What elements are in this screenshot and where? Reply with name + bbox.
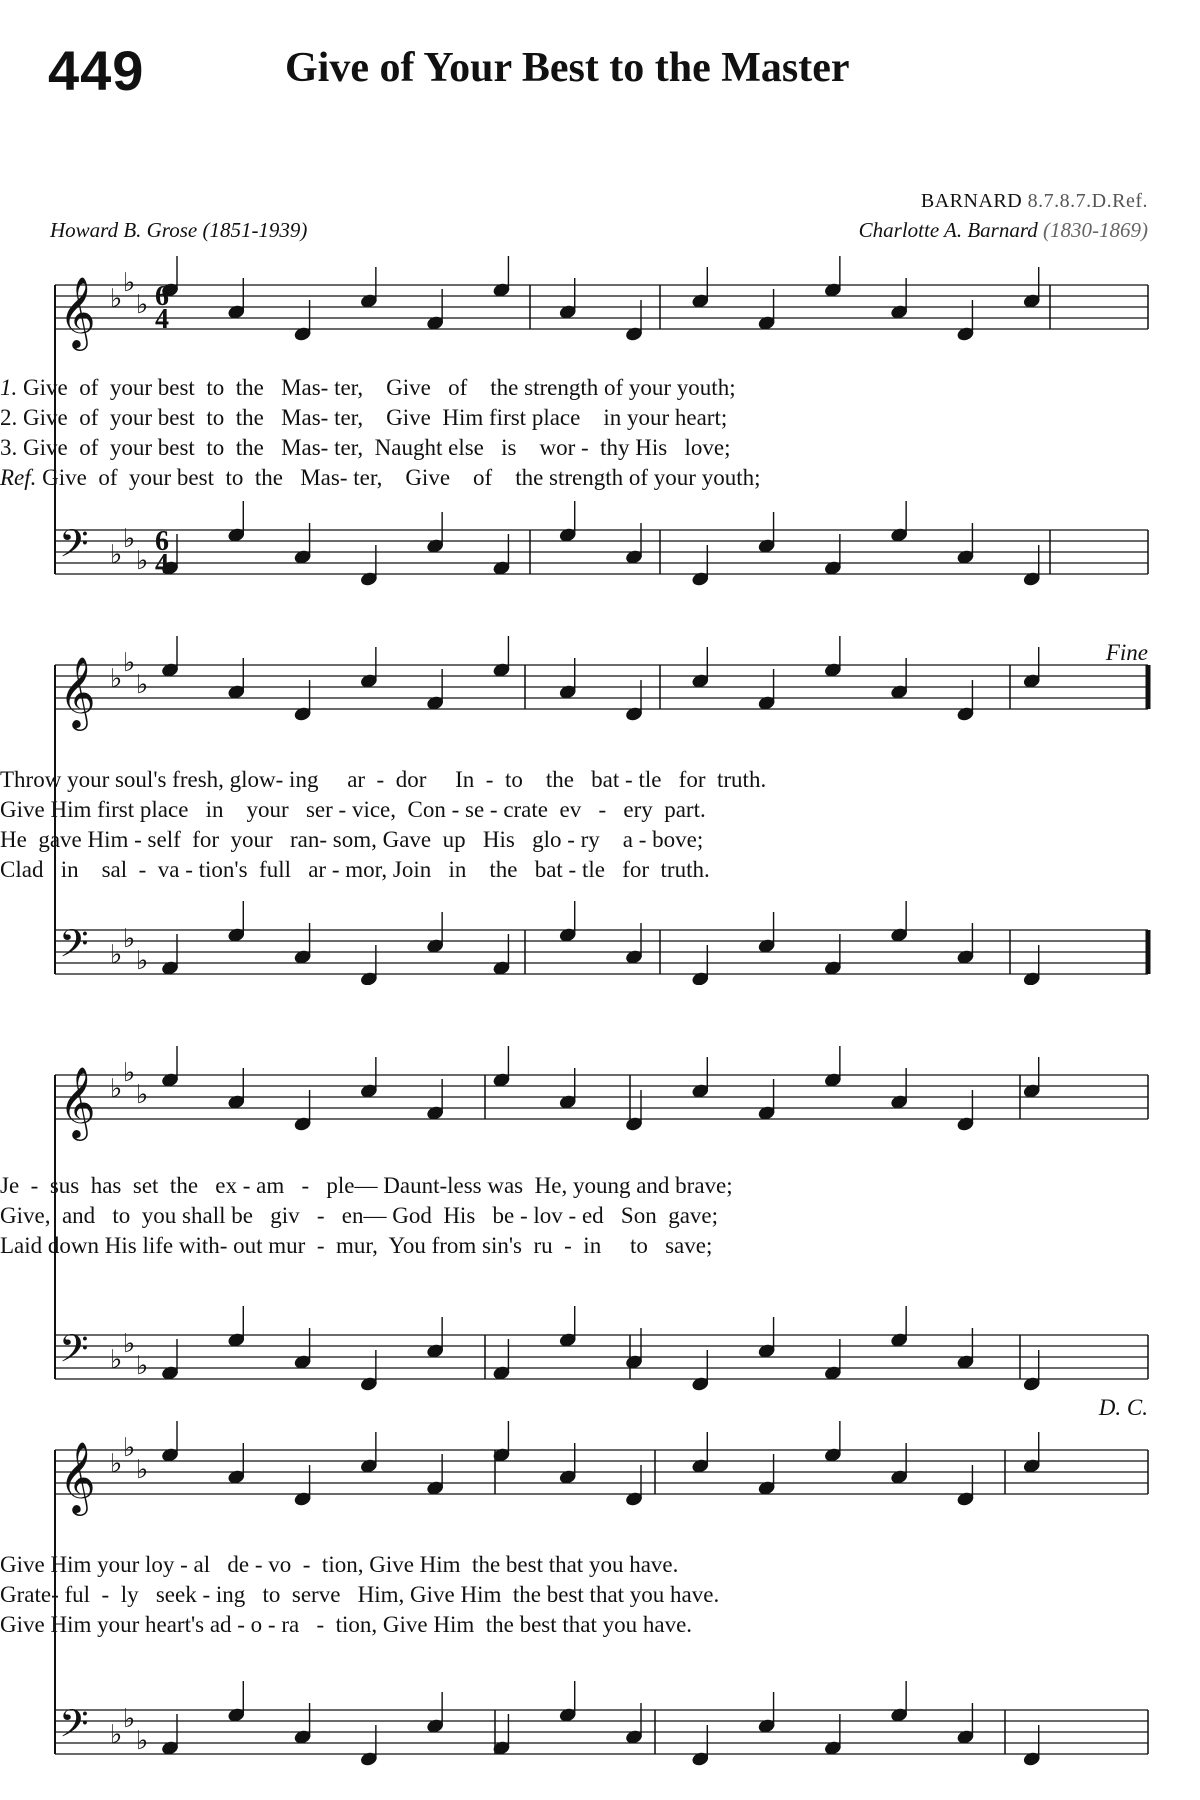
lyric-text: Give, and to you shall be giv - en— God His be - lov - ed Son gave; bbox=[0, 1203, 718, 1228]
lyric-line bbox=[0, 797, 1200, 827]
lyric-line bbox=[0, 857, 1200, 887]
lyric-line bbox=[0, 767, 1200, 797]
flat-icon: ♭ bbox=[123, 924, 136, 954]
tune-name: BARNARD bbox=[920, 190, 1023, 212]
lyric-line bbox=[0, 827, 1200, 857]
lyric-line bbox=[0, 1203, 1200, 1233]
stanza-label: Ref. bbox=[0, 465, 37, 490]
flat-icon: ♭ bbox=[110, 540, 123, 570]
flat-icon: ♭ bbox=[123, 524, 136, 554]
bass-clef-icon: 𝄢 bbox=[59, 921, 89, 975]
lyric-line bbox=[0, 1612, 1200, 1642]
tune-info bbox=[921, 190, 1148, 213]
composer-dates: (1830-1869) bbox=[1043, 218, 1148, 242]
tune-meter: 8.7.8.7.D.Ref. bbox=[1027, 190, 1148, 212]
lyric-text: Give of your best to the Mas- ter, Naught else is wor - thy His love; bbox=[23, 435, 731, 460]
lyric-line bbox=[0, 435, 1200, 465]
stanza-label: 1. bbox=[0, 375, 18, 400]
flat-icon: ♭ bbox=[136, 1726, 149, 1756]
time-signature-bottom: 4 bbox=[155, 304, 169, 335]
lyric-text: He gave Him - self for your ran- som, Gave up His glo - ry a - bove; bbox=[0, 827, 704, 852]
treble-clef-icon: 𝄞 bbox=[59, 1065, 96, 1138]
lyric-line bbox=[0, 1173, 1200, 1203]
flat-icon: ♭ bbox=[123, 1433, 136, 1463]
time-signature-bottom: 4 bbox=[155, 549, 169, 580]
composer bbox=[859, 218, 1148, 243]
flat-icon: ♭ bbox=[136, 670, 149, 700]
lyric-text: Je - sus has set the ex - am - ple— Daunt-less was He, young and brave; bbox=[0, 1173, 733, 1198]
lyric-text: Grate- ful - ly seek - ing to serve Him, Give Him the best that you have. bbox=[0, 1582, 720, 1607]
flat-icon: ♭ bbox=[123, 1329, 136, 1359]
time-signature-top: 6 bbox=[155, 526, 169, 557]
treble-clef-icon: 𝄞 bbox=[59, 655, 96, 728]
lyric-text: Laid down His life with- out mur - mur, You from sin's ru - in to save; bbox=[0, 1233, 713, 1258]
time-signature-top: 6 bbox=[155, 281, 169, 312]
text-author: Howard B. Grose (1851-1939) bbox=[50, 218, 308, 242]
lyric-line bbox=[0, 375, 1200, 405]
lyric-text: Clad in sal - va - tion's full ar - mor, Join in the bat - tle for truth. bbox=[0, 857, 710, 882]
lyric-line bbox=[0, 1233, 1200, 1263]
flat-icon: ♭ bbox=[136, 1455, 149, 1485]
hymn-number: 449 bbox=[48, 39, 145, 102]
dc-marker: D. C. bbox=[1098, 1395, 1148, 1420]
lyric-text: Give of your best to the Mas- ter, Give of the strength of your youth; bbox=[42, 465, 761, 490]
bass-clef-icon: 𝄢 bbox=[59, 1701, 89, 1755]
fine-marker: Fine bbox=[1105, 640, 1148, 665]
composer-name: Charlotte A. Barnard bbox=[858, 218, 1038, 242]
flat-icon: ♭ bbox=[110, 940, 123, 970]
lyric-text: Give of your best to the Mas- ter, Give of the strength of your youth; bbox=[23, 375, 736, 400]
flat-icon: ♭ bbox=[110, 664, 123, 694]
flat-icon: ♭ bbox=[136, 1080, 149, 1110]
flat-icon: ♭ bbox=[110, 1449, 123, 1479]
lyric-line bbox=[0, 465, 1200, 495]
lyric-line bbox=[0, 405, 1200, 435]
lyric-line bbox=[0, 1552, 1200, 1582]
flat-icon: ♭ bbox=[123, 648, 136, 678]
bass-clef-icon: 𝄢 bbox=[59, 1326, 89, 1380]
flat-icon: ♭ bbox=[123, 1704, 136, 1734]
hymn-title: Give of Your Best to the Master bbox=[285, 45, 850, 91]
flat-icon: ♭ bbox=[110, 1345, 123, 1375]
stanza-label: 3. bbox=[0, 435, 18, 460]
flat-icon: ♭ bbox=[123, 1058, 136, 1088]
lyric-line bbox=[0, 1582, 1200, 1612]
lyric-text: Give of your best to the Mas- ter, Give Him first place in your heart; bbox=[23, 405, 728, 430]
flat-icon: ♭ bbox=[136, 546, 149, 576]
lyric-text: Give Him your loy - al de - vo - tion, Give Him the best that you have. bbox=[0, 1552, 679, 1577]
lyric-text: Give Him your heart's ad - o - ra - tion, Give Him the best that you have. bbox=[0, 1612, 693, 1637]
flat-icon: ♭ bbox=[136, 1351, 149, 1381]
flat-icon: ♭ bbox=[110, 1074, 123, 1104]
treble-clef-icon: 𝄞 bbox=[59, 1440, 96, 1513]
flat-icon: ♭ bbox=[110, 284, 123, 314]
lyric-text: Give Him first place in your ser - vice, Con - se - crate ev - ery part. bbox=[0, 797, 706, 822]
flat-icon: ♭ bbox=[123, 268, 136, 298]
flat-icon: ♭ bbox=[136, 946, 149, 976]
flat-icon: ♭ bbox=[110, 1720, 123, 1750]
lyric-text: Throw your soul's fresh, glow- ing ar - dor In - to the bat - tle for truth. bbox=[0, 767, 767, 792]
bass-clef-icon: 𝄢 bbox=[59, 521, 89, 575]
stanza-label: 2. bbox=[0, 405, 18, 430]
treble-clef-icon: 𝄞 bbox=[59, 275, 96, 348]
flat-icon: ♭ bbox=[136, 290, 149, 320]
